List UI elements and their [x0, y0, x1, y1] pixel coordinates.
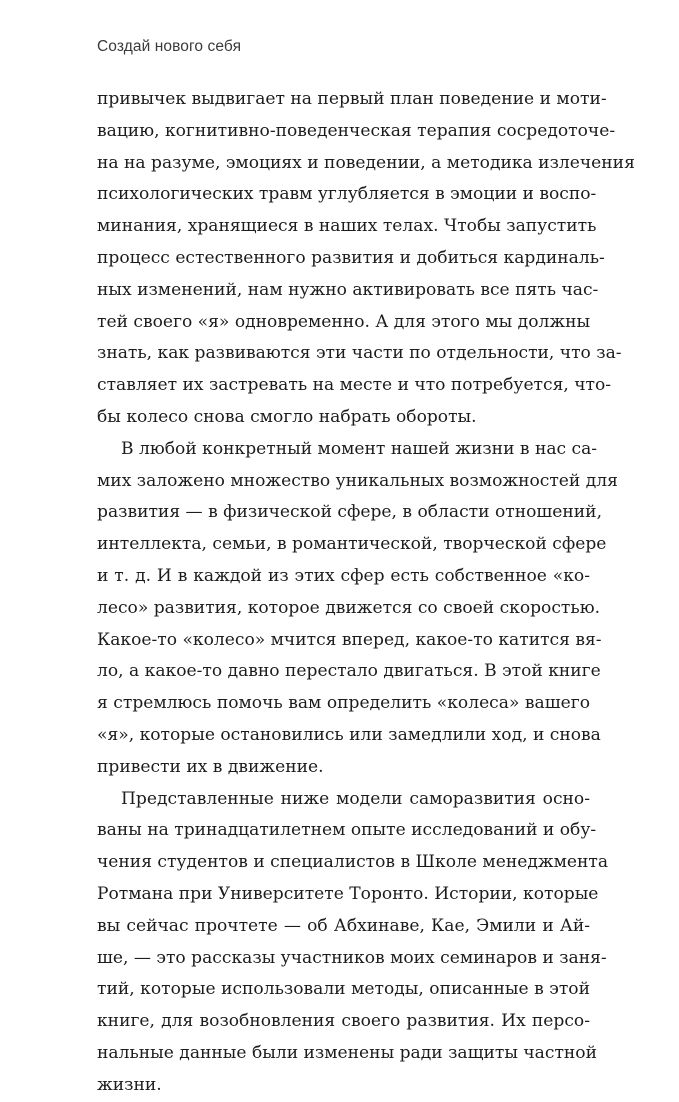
text-line: и т. д. И в каждой из этих сфер есть собственное «ко-	[97, 565, 590, 586]
text-line: ных изменений, нам нужно активировать все пять час-	[97, 279, 599, 300]
text-line: ставляет их застревать на месте и что потребуется, что-	[97, 375, 612, 396]
text-line: Какое-то «колесо» мчится вперед, какое-то катится вя-	[97, 629, 602, 650]
text-line: психологических травм углубляется в эмоции и воспо-	[97, 184, 597, 205]
text-line: вацию, когнитивно-поведенческая терапия сосредоточе-	[97, 120, 616, 141]
text-line: бы колесо снова смогло набрать обороты.	[97, 406, 477, 427]
text-line: тий, которые использовали методы, описанные в этой	[97, 979, 590, 1000]
text-line: книге, для возобновления своего развития. Их персо-	[97, 1011, 590, 1032]
text-line: тей своего «я» одновременно. А для этого мы должны	[97, 311, 591, 332]
text-line: привычек выдвигает на первый план поведение и моти-	[97, 89, 607, 109]
text-line: мих заложено множество уникальных возможностей для	[97, 470, 618, 491]
text-line: «я», которые остановились или замедлили ход, и снова	[97, 724, 601, 745]
body-text	[97, 84, 635, 1102]
paragraph-2	[97, 434, 618, 784]
text-line: жизни.	[97, 1074, 162, 1095]
text-line: лесо» развития, которое движется со своей скоростью.	[97, 597, 601, 618]
text-line: Ротмана при Университете Торонто. Истории, которые	[97, 883, 599, 904]
text-line: привести их в движение.	[97, 756, 324, 777]
paragraph-3	[97, 784, 609, 1102]
text-line: минания, хранящиеся в наших телах. Чтобы запустить	[97, 216, 597, 237]
text-line: я стремлюсь помочь вам определить «колеса» вашего	[97, 693, 590, 714]
running-header: Создай нового себя	[97, 38, 242, 55]
text-line: ваны на тринадцатилетнем опыте исследований и обу-	[97, 820, 597, 841]
text-line: знать, как развиваются эти части по отдельности, что за-	[97, 343, 622, 364]
text-line: интеллекта, семьи, в романтической, творческой сфере	[97, 534, 607, 555]
paragraph-1	[97, 84, 635, 434]
text-line: ло, а какое-то давно перестало двигаться. В этой книге	[97, 661, 601, 682]
text-line: развития — в физической сфере, в области отношений,	[97, 502, 603, 523]
text-line: В любой конкретный момент нашей жизни в нас са-	[121, 438, 598, 459]
text-line: процесс естественного развития и добиться кардиналь-	[97, 247, 605, 268]
text-line: вы сейчас прочтете — об Абхинаве, Кае, Эмили и Ай-	[97, 915, 590, 936]
text-line: нальные данные были изменены ради защиты частной	[97, 1042, 597, 1063]
text-line: чения студентов и специалистов в Школе менеджмента	[97, 852, 609, 873]
text-line: Представленные ниже модели саморазвития осно-	[121, 788, 590, 809]
text-line: на на разуме, эмоциях и поведении, а методика излечения	[97, 152, 635, 173]
text-line: ше, — это рассказы участников моих семинаров и заня-	[97, 947, 607, 968]
